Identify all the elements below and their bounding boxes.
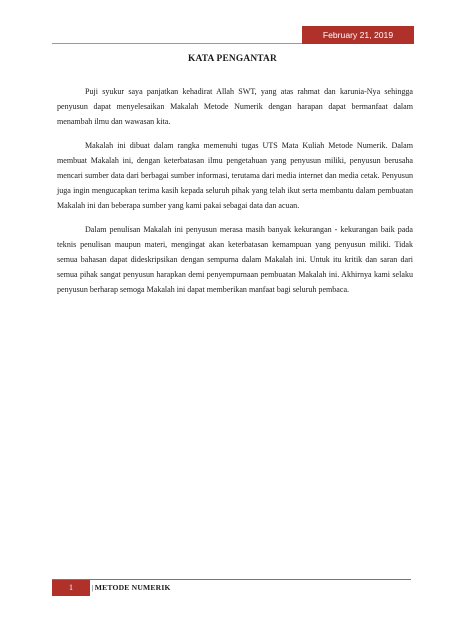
- paragraph-3: Dalam penulisan Makalah ini penyusun merasa masih banyak kekurangan - kekurangan baik pada teknis penulisan maupun materi, mengingat akan keterbatasan kemampuan yang penyusun miliki. Tidak semua bahasan dapat dideskripsikan dengan sempurna dalam Makalah ini. Untuk itu kritik dan saran dari semua pihak sangat penyusun harapkan demi penyempurnaan pembuatan Makalah ini. Akhirnya kami selaku penyusun berharap semoga Makalah ini dapat memberikan manfaat bagi seluruh pembaca.: [57, 224, 413, 295]
- paragraph-1: Puji syukur saya panjatkan kehadirat Allah SWT, yang atas rahmat dan karunia-Nya sehingga penyusun dapat menyelesaikan Makalah Metode Numerik dengan harapan dapat bermanfaat dalam menambah ilmu dan wawasan kita.: [57, 87, 413, 127]
- header-date-badge: February 21, 2019: [302, 26, 414, 44]
- body-text: [57, 84, 413, 306]
- header-rule: [52, 43, 302, 44]
- footer-title-text: METODE NUMERIK: [94, 583, 171, 592]
- footer-separator: |: [92, 583, 94, 592]
- paragraph-2: Makalah ini dibuat dalam rangka memenuhi tugas UTS Mata Kuliah Metode Numerik. Dalam membuat Makalah ini, dengan keterbatasan ilmu pengetahuan yang penyusun miliki, penyusun berusaha mencari sumber data dari berbagai sumber informasi, terutama dari media internet dan media cetak. Penyusun juga ingin mengucapkan terima kasih kepada seluruh pihak yang telah ikut serta membantu dalam pembuatan Makalah ini dan beberapa sumber yang kami pakai sebagai data dan acuan.: [57, 140, 413, 211]
- page-title: KATA PENGANTAR: [188, 54, 277, 64]
- page-number: 1: [52, 580, 90, 596]
- footer-title: [92, 580, 171, 596]
